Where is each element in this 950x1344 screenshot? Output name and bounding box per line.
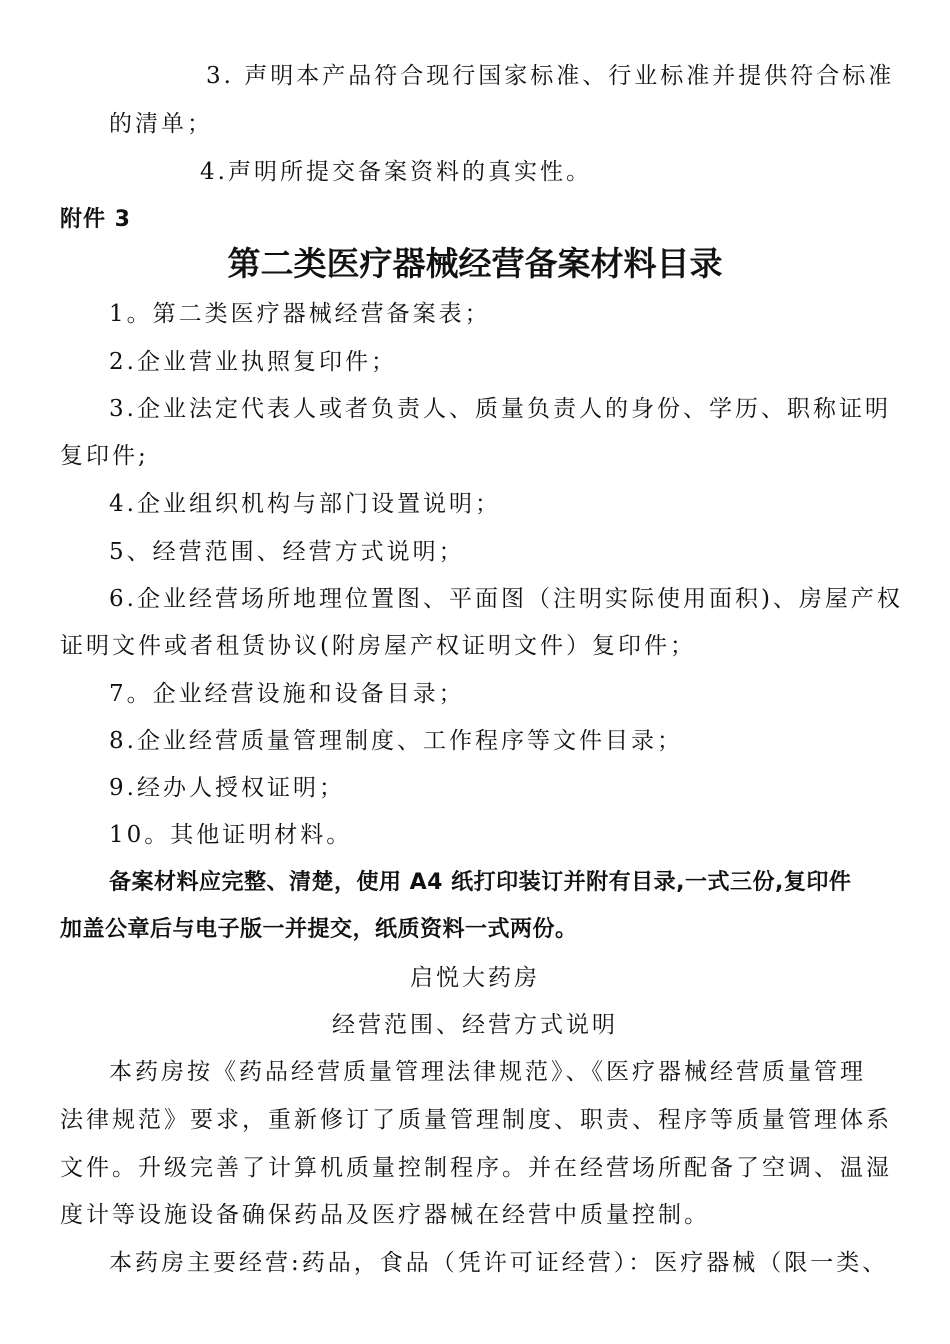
- list-item: 6.企业经营场所地理位置图、平面图（注明实际使用面积)、房屋产权: [109, 586, 903, 612]
- list-item: 2.企业营业执照复印件；: [109, 349, 397, 375]
- list-item-continuation: 证明文件或者租赁协议(附房屋产权证明文件）复印件；: [60, 633, 696, 659]
- statement-item-3-line-2: 的清单；: [109, 111, 213, 137]
- submission-note-line-2: 加盖公章后与电子版一并提交，纸质资料一式两份。: [60, 917, 578, 942]
- list-item: 4.企业组织机构与部门设置说明；: [109, 491, 501, 517]
- pharmacy-name: 启悦大药房: [410, 965, 540, 991]
- submission-note-line-1: 备案材料应完整、清楚，使用 A4 纸打印装订并附有目录,一式三份,复印件: [109, 870, 852, 895]
- statement-item-3-line-1: 3. 声明本产品符合现行国家标准、行业标准并提供符合标准: [206, 63, 895, 89]
- list-item: 7。企业经营设施和设备目录；: [109, 681, 465, 707]
- pharmacy-subtitle: 经营范围、经营方式说明: [332, 1012, 618, 1038]
- list-item: 5、经营范围、经营方式说明；: [109, 539, 465, 565]
- paragraph-line: 本药房按《药品经营质量管理法律规范》、《医疗器械经营质量管理: [109, 1059, 866, 1085]
- list-item: 10。其他证明材料。: [109, 822, 353, 848]
- list-item: 1。第二类医疗器械经营备案表；: [109, 301, 491, 327]
- list-item: 9.经办人授权证明；: [109, 775, 345, 801]
- list-item: 8.企业经营质量管理制度、工作程序等文件目录；: [109, 728, 683, 754]
- paragraph-line: 文件。升级完善了计算机质量控制程序。并在经营场所配备了空调、温湿: [60, 1155, 892, 1181]
- list-item: 3.企业法定代表人或者负责人、质量负责人的身份、学历、职称证明: [109, 396, 891, 422]
- paragraph-line: 法律规范》要求，重新修订了质量管理制度、职责、程序等质量管理体系: [60, 1107, 892, 1133]
- attachment-title: 第二类医疗器械经营备案材料目录: [227, 244, 723, 283]
- list-item-continuation: 复印件;: [60, 443, 149, 469]
- statement-item-4: 4.声明所提交备案资料的真实性。: [200, 159, 592, 185]
- paragraph-line: 本药房主要经营:药品，食品（凭许可证经营）：医疗器械（限一类、: [109, 1250, 889, 1276]
- paragraph-line: 度计等设施设备确保药品及医疗器械在经营中质量控制。: [60, 1202, 710, 1228]
- attachment-label: 附件 3: [60, 207, 131, 232]
